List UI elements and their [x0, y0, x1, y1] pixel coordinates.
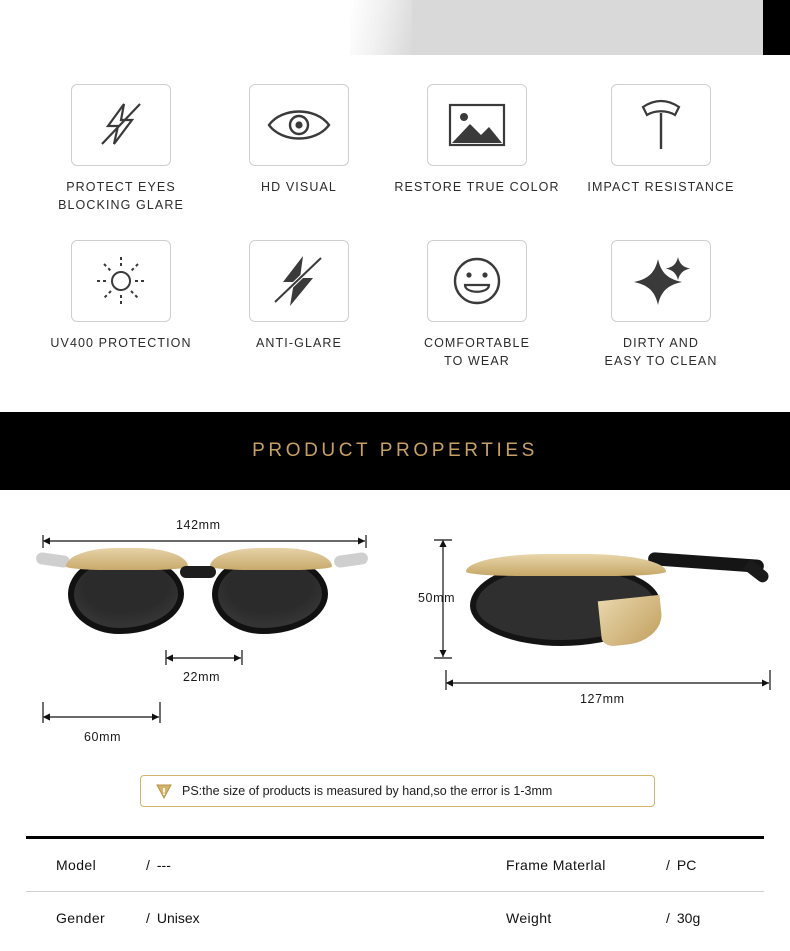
feature-icon-box [249, 240, 349, 322]
spec-cell-model [26, 857, 506, 873]
feature-icon-box [427, 84, 527, 166]
table-row [26, 839, 764, 891]
dim-label-temple-length: 127mm [580, 692, 625, 706]
feature-label: COMFORTABLE TO WEAR [423, 336, 531, 369]
spec-separator: / [666, 910, 670, 926]
feature-label: HD VISUAL [261, 180, 337, 194]
spec-key: Gender [56, 910, 106, 926]
feature-item [572, 240, 750, 370]
spec-cell-frame-material [506, 857, 764, 873]
dim-label-lens-height: 22mm [183, 670, 221, 684]
feature-icon-box [611, 84, 711, 166]
dim-label-side-height: 50mm [418, 591, 456, 605]
feature-label: RESTORE TRUE COLOR [394, 180, 560, 194]
feature-item [210, 240, 388, 352]
spec-key: Model [56, 857, 97, 873]
feature-item [572, 84, 750, 196]
feature-grid [0, 62, 790, 412]
feature-icon-box [611, 240, 711, 322]
anti-glare-icon [269, 252, 329, 310]
spec-key: Frame Materlal [506, 857, 606, 873]
feature-label: DIRTY AND EASY TO CLEAN [604, 336, 718, 369]
banner-left-panel [0, 0, 410, 55]
glare-block-icon [94, 98, 148, 152]
smiley-icon [450, 254, 504, 308]
spec-value: 30g [676, 910, 701, 926]
banner-mid-panel [410, 0, 763, 55]
spec-value: PC [676, 857, 697, 873]
dimension-diagram [0, 490, 790, 820]
spec-cell-weight [506, 910, 764, 926]
section-title: PRODUCT PROPERTIES [252, 440, 538, 461]
image-icon [446, 100, 508, 150]
section-title-bar [0, 412, 790, 490]
spec-separator: / [146, 857, 150, 873]
measurement-arrows [0, 490, 790, 820]
feature-label: UV400 PROTECTION [50, 336, 192, 350]
dim-label-front-width: 142mm [176, 518, 221, 532]
feature-item [32, 84, 210, 214]
top-banner-strip [0, 0, 790, 55]
spec-table [26, 836, 764, 944]
sparkle-icon [630, 253, 692, 309]
feature-item [32, 240, 210, 352]
feature-icon-box [249, 84, 349, 166]
warning-triangle-icon [155, 782, 173, 800]
measurement-note [140, 775, 655, 807]
spec-separator: / [666, 857, 670, 873]
feature-icon-box [71, 84, 171, 166]
feature-item [388, 84, 566, 196]
banner-right-panel [763, 0, 790, 55]
hammer-icon [635, 97, 687, 153]
feature-icon-box [71, 240, 171, 322]
spec-value: --- [156, 857, 171, 873]
feature-item [388, 240, 566, 370]
measurement-note-text: PS:the size of products is measured by hand,so the error is 1-3mm [182, 784, 553, 798]
table-row [26, 892, 764, 944]
spec-value: Unisex [156, 910, 200, 926]
sun-icon [93, 253, 149, 309]
eye-icon [264, 102, 334, 148]
feature-label: IMPACT RESISTANCE [587, 180, 735, 194]
banner-gradient [350, 0, 412, 55]
feature-item [210, 84, 388, 196]
feature-icon-box [427, 240, 527, 322]
spec-key: Weight [506, 910, 552, 926]
feature-label: PROTECT EYES BLOCKING GLARE [58, 180, 184, 213]
spec-separator: / [146, 910, 150, 926]
dim-label-lens-width: 60mm [84, 730, 122, 744]
feature-label: ANTI-GLARE [255, 336, 342, 350]
spec-cell-gender [26, 910, 506, 926]
